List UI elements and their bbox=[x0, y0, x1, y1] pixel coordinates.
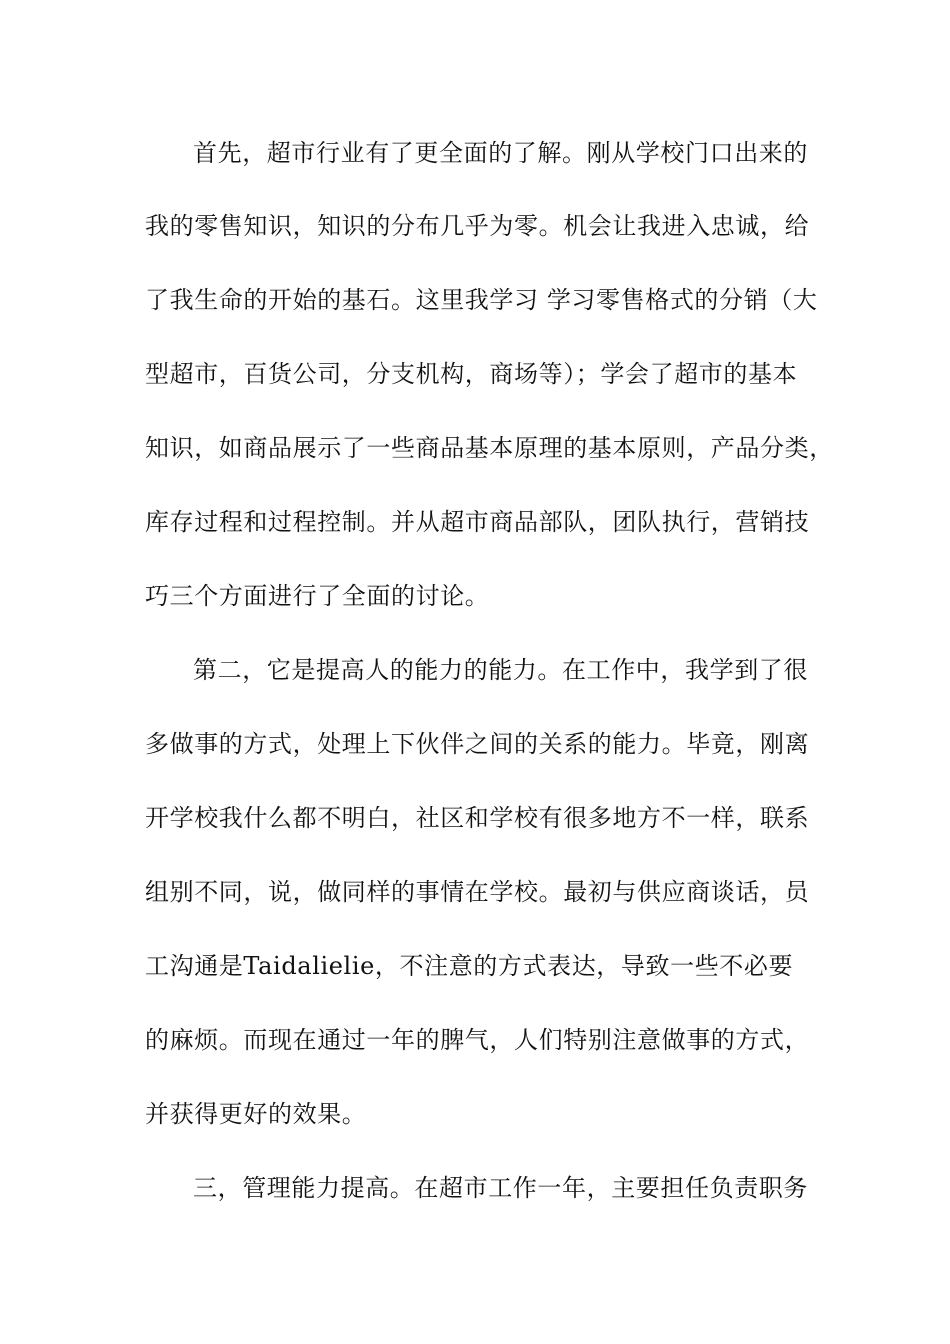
paragraph-2-line-2: 多做事的方式，处理上下伙伴之间的关系的能力。毕竟，刚离 bbox=[145, 730, 810, 758]
paragraph-2-line-4: 组别不同，说，做同样的事情在学校。最初与供应商谈话，员 bbox=[145, 878, 810, 906]
paragraph-1-line-6: 库存过程和过程控制。并从超市商品部队，团队执行，营销技 bbox=[145, 508, 810, 536]
paragraph-2-line-5: 工沟通是Taidalielie，不注意的方式表达，导致一些不必要 bbox=[145, 952, 794, 980]
paragraph-3-line-1: 三，管理能力提高。在超市工作一年，主要担任负责职务 bbox=[193, 1174, 808, 1202]
paragraph-1-line-5: 知识，如商品展示了一些商品基本原理的基本原则，产品分类， bbox=[145, 434, 834, 462]
paragraph-1-line-1: 首先，超市行业有了更全面的了解。刚从学校门口出来的 bbox=[193, 139, 808, 167]
paragraph-2-line-1: 第二，它是提高人的能力的能力。在工作中，我学到了很 bbox=[193, 656, 808, 684]
paragraph-2-line-7: 并获得更好的效果。 bbox=[145, 1100, 367, 1128]
paragraph-1-line-3: 了我生命的开始的基石。这里我学习 学习零售格式的分销（大 bbox=[145, 286, 818, 314]
paragraph-2-line-3: 开学校我什么都不明白，社区和学校有很多地方不一样，联系 bbox=[145, 804, 810, 832]
paragraph-1-line-4: 型超市，百货公司，分支机构，商场等）；学会了超市的基本 bbox=[145, 360, 798, 388]
paragraph-1-line-2: 我的零售知识，知识的分布几乎为零。机会让我进入忠诚，给 bbox=[145, 212, 810, 240]
paragraph-2-line-6: 的麻烦。而现在通过一年的脾气，人们特别注意做事的方式， bbox=[145, 1026, 810, 1054]
paragraph-1-line-7: 巧三个方面进行了全面的讨论。 bbox=[145, 582, 490, 610]
